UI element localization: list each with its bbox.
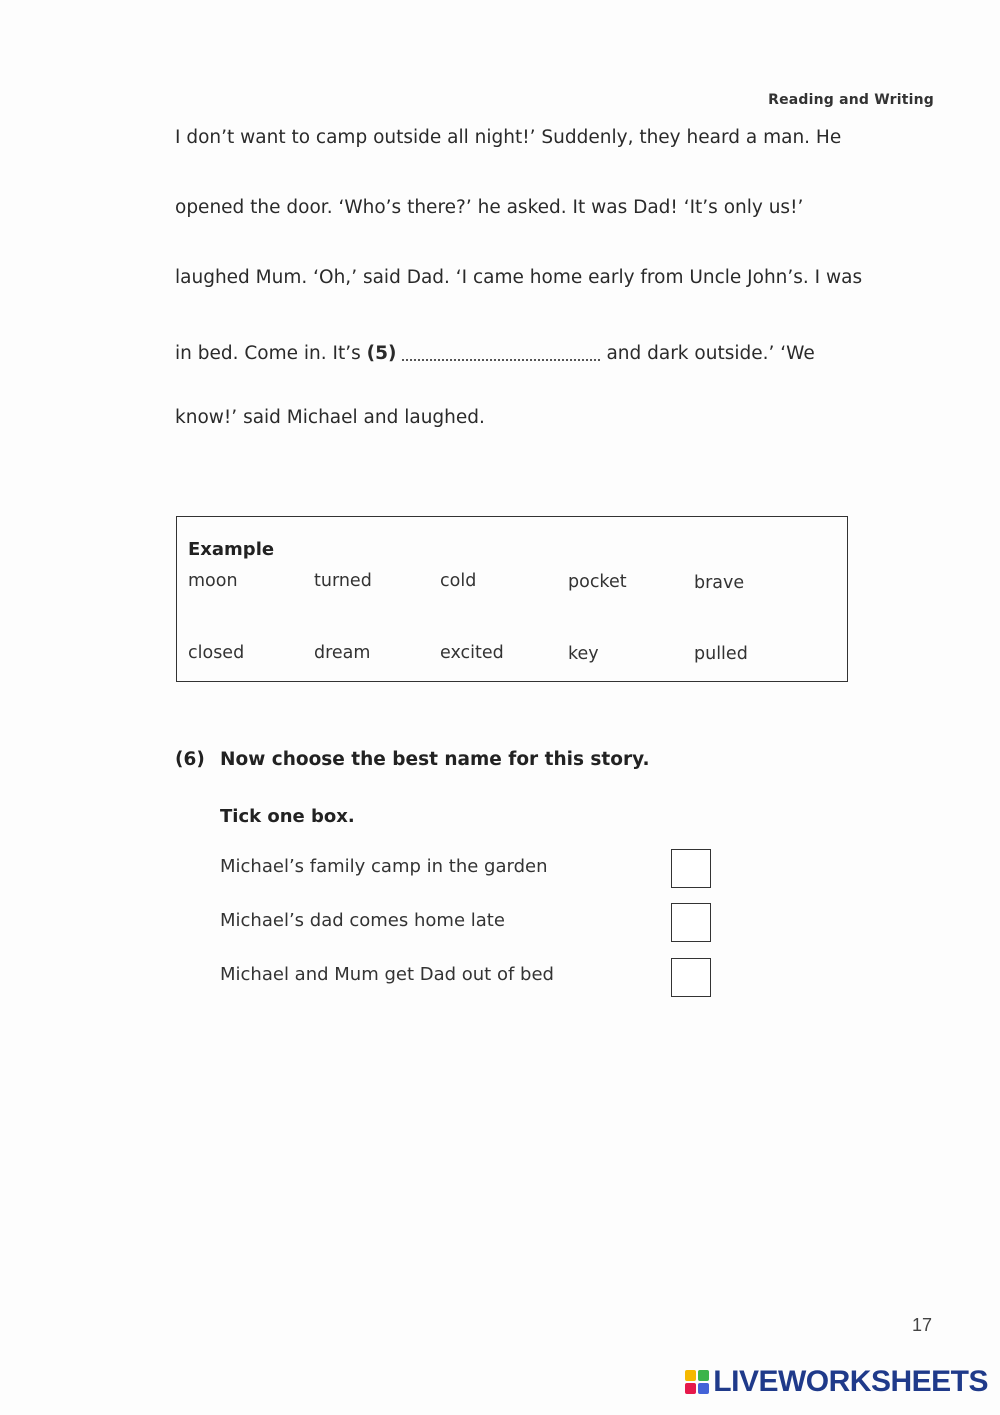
word-cold: cold bbox=[440, 571, 477, 591]
story-line-4-before: in bed. Come in. It’s bbox=[175, 343, 361, 364]
liveworksheets-logo-icon bbox=[685, 1370, 709, 1394]
word-pocket: pocket bbox=[568, 572, 627, 592]
section-title: Reading and Writing bbox=[768, 92, 934, 108]
word-bank-box bbox=[176, 516, 848, 682]
liveworksheets-brand-text: LIVEWORKSHEETS bbox=[713, 1365, 988, 1398]
story-line-4-after: and dark outside.’ ‘We bbox=[606, 343, 815, 364]
word-pulled: pulled bbox=[694, 644, 748, 664]
example-label: Example bbox=[188, 539, 275, 560]
word-brave: brave bbox=[694, 573, 745, 593]
option-3-label: Michael and Mum get Dad out of bed bbox=[220, 964, 554, 985]
word-excited: excited bbox=[440, 643, 504, 663]
answer-gap-5[interactable] bbox=[402, 339, 600, 361]
word-turned: turned bbox=[314, 571, 372, 591]
question-5-number: (5) bbox=[366, 343, 397, 364]
question-6-text: Now choose the best name for this story. bbox=[220, 749, 650, 770]
logo-square-icon bbox=[685, 1370, 696, 1381]
option-1-checkbox[interactable] bbox=[671, 849, 711, 888]
word-dream: dream bbox=[314, 643, 371, 663]
tick-instruction: Tick one box. bbox=[220, 806, 355, 827]
question-6-number: (6) bbox=[175, 749, 205, 770]
question-6-prompt bbox=[175, 749, 650, 770]
story-line-3: laughed Mum. ‘Oh,’ said Dad. ‘I came home early from Uncle John’s. I was bbox=[175, 267, 863, 288]
word-closed: closed bbox=[188, 643, 245, 663]
word-moon: moon bbox=[188, 571, 238, 591]
story-line-5: know!’ said Michael and laughed. bbox=[175, 407, 485, 428]
logo-square-icon bbox=[685, 1383, 696, 1394]
option-2-label: Michael’s dad comes home late bbox=[220, 910, 505, 931]
word-key: key bbox=[568, 644, 599, 664]
logo-square-icon bbox=[698, 1370, 709, 1381]
option-1-label: Michael’s family camp in the garden bbox=[220, 856, 548, 877]
option-3-checkbox[interactable] bbox=[671, 958, 711, 997]
liveworksheets-logo bbox=[685, 1365, 988, 1399]
page-number: 17 bbox=[911, 1315, 932, 1335]
story-line-1: I don’t want to camp outside all night!’ Suddenly, they heard a man. He bbox=[175, 127, 842, 148]
logo-square-icon bbox=[698, 1383, 709, 1394]
story-line-2: opened the door. ‘Who’s there?’ he asked. It was Dad! ‘It’s only us!’ bbox=[175, 197, 804, 218]
option-2-checkbox[interactable] bbox=[671, 903, 711, 942]
story-line-4 bbox=[175, 337, 815, 364]
